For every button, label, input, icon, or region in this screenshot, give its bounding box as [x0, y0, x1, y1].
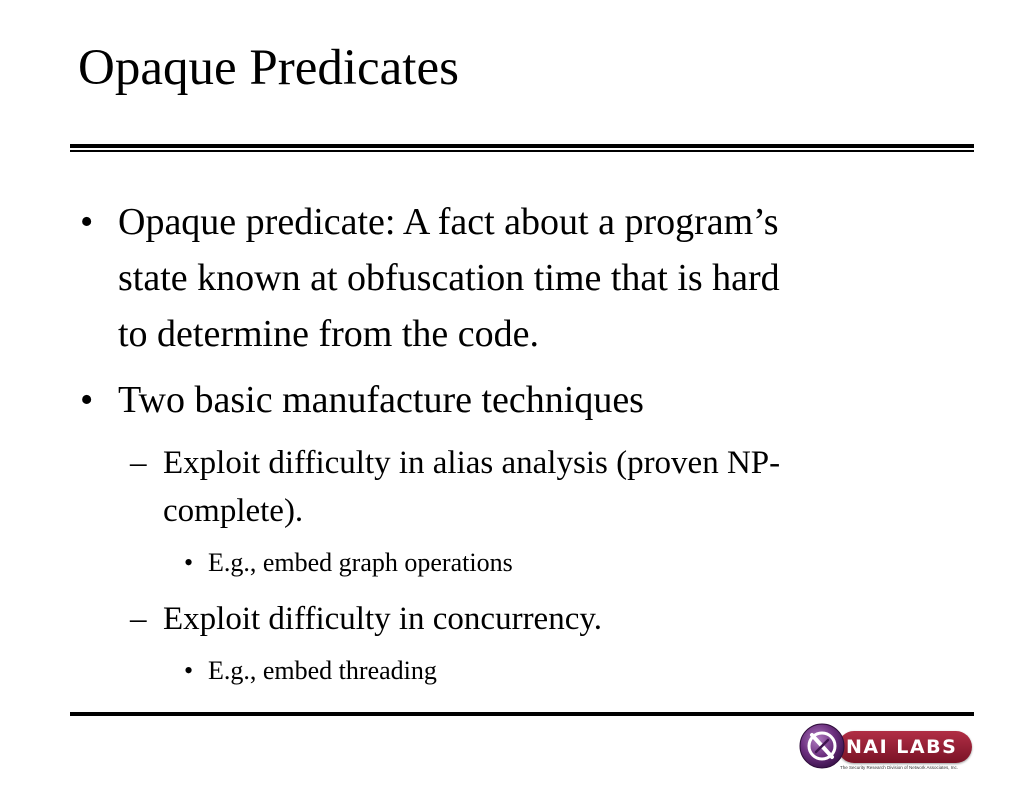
nai-labs-emblem-icon: [798, 722, 846, 770]
dash-marker: –: [130, 445, 147, 481]
bullet-line: to determine from the code.: [118, 313, 540, 355]
bullet-marker: •: [184, 548, 194, 577]
bullet-line: Opaque predicate: A fact about a program’s: [118, 201, 779, 243]
bullet-text: [163, 439, 780, 535]
logo-tagline: The Security Research Division of Network Associates, Inc.: [840, 765, 959, 770]
title-rule-thin: [70, 150, 974, 152]
bullet-text: [118, 372, 644, 428]
bullet-line: E.g., embed graph operations: [208, 548, 513, 577]
nai-labs-logo: [798, 722, 974, 774]
bullet-line: Exploit difficulty in concurrency.: [163, 601, 602, 637]
bullet-line: Exploit difficulty in alias analysis (proven NP-: [163, 445, 781, 481]
bullet-text: [163, 595, 602, 643]
bullet-line: state known at obfuscation time that is hard: [118, 257, 780, 299]
bullet-marker: •: [80, 379, 94, 421]
bullet-line: Two basic manufacture techniques: [118, 379, 644, 421]
footer-rule: [70, 712, 974, 716]
bullet-marker: •: [80, 201, 94, 243]
bullet-text: [118, 194, 780, 362]
logo-name: NAI LABS: [846, 736, 958, 758]
dash-marker: –: [130, 601, 147, 637]
bullet-line: complete).: [163, 493, 304, 529]
bullet-marker: •: [184, 656, 194, 685]
bullet-text: [208, 547, 513, 579]
title-rule-thick: [70, 144, 974, 148]
slide-title: Opaque Predicates: [78, 40, 459, 96]
bullet-text: [208, 655, 437, 687]
bullet-line: E.g., embed threading: [208, 656, 437, 685]
